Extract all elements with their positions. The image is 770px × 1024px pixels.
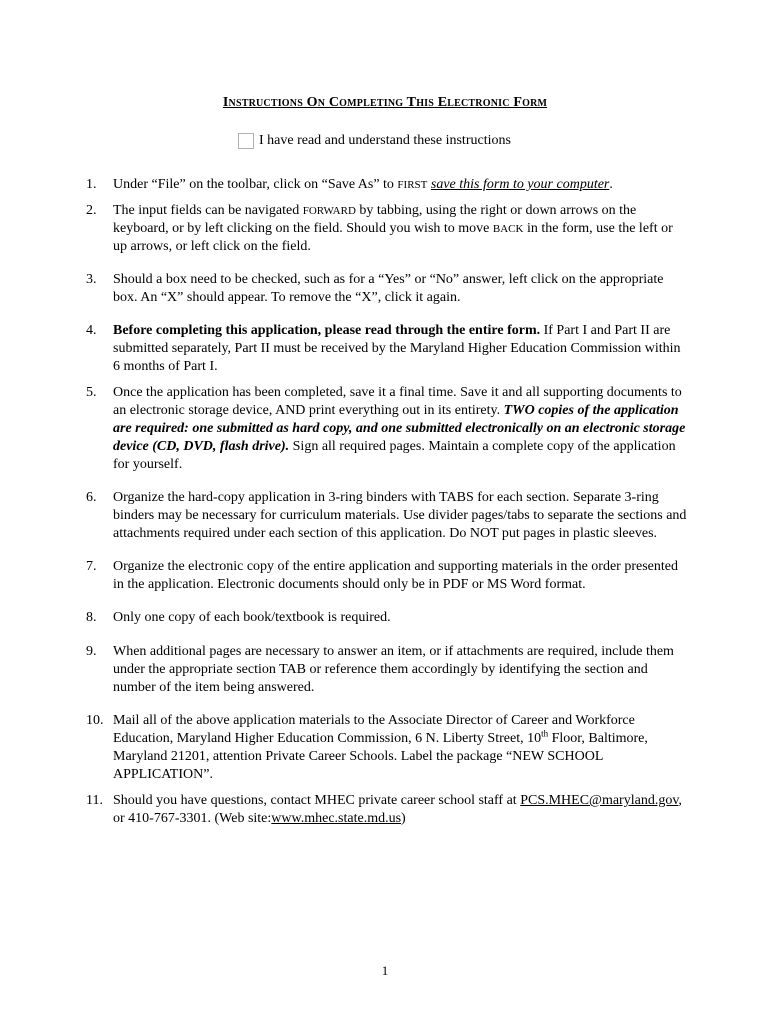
- item-text: Under “File” on the toolbar, click on “Save As” to: [113, 177, 398, 192]
- email-link[interactable]: PCS.MHEC@maryland.gov: [520, 793, 679, 808]
- item-emphasis: Before completing this application, please read through the entire form.: [113, 323, 541, 338]
- item-text: Mail all of the above application materials to the Associate Director of Career and Workforce Education, Maryland Higher Education Commission, 6 N. Liberty Street, 10: [113, 713, 635, 746]
- page-number: 1: [381, 963, 389, 978]
- item-number: 6.: [86, 490, 97, 505]
- item-text: When additional pages are necessary to answer an item, or if attachments are required, include them under the appropriate section TAB or reference them accordingly by identifying the section and number of the item being answered.: [113, 644, 674, 695]
- list-item: [86, 176, 690, 194]
- list-item: [86, 271, 690, 307]
- item-text: , or 410-767-3301. (Web site:: [113, 793, 682, 826]
- item-number: 7.: [86, 559, 97, 574]
- item-number: 9.: [86, 644, 97, 659]
- item-text: in the form, use the left or up arrows, or left click on the field.: [113, 221, 673, 254]
- list-item: [86, 558, 690, 594]
- item-text: Organize the hard-copy application in 3-ring binders with TABS for each section. Separate 3-ring binders may be necessary for curriculum materials. Use divider pages/tabs to separate the sections and attachments required under each section of this application. Do NOT put pages in plastic sleeves.: [113, 490, 687, 541]
- acknowledgement-checkbox[interactable]: [238, 133, 254, 149]
- item-number: 3.: [86, 272, 97, 287]
- item-number: 1.: [86, 177, 97, 192]
- item-text: by tabbing, using the right or down arrows on the keyboard, or by left clicking on the field. Should you wish to move: [113, 203, 637, 236]
- item-text: Sign all required pages. Maintain a complete copy of the application for yourself.: [113, 439, 676, 472]
- website-link[interactable]: www.mhec.state.md.us: [271, 811, 402, 826]
- item-emphasis: FIRST: [397, 179, 428, 191]
- item-emphasis: FORWARD: [302, 205, 356, 217]
- item-text: Only one copy of each book/textbook is required.: [113, 610, 391, 625]
- item-text: Once the application has been completed, save it a final time. Save it and all supporting documents to an electronic storage device, AND print everything out in its entirety.: [113, 385, 682, 418]
- item-emphasis: save this form to your computer: [430, 177, 610, 192]
- item-text: If Part I and Part II are submitted separately, Part II must be received by the Maryland Higher Education Commission within 6 months of Part I.: [113, 323, 681, 374]
- page-title: Instructions On Completing This Electronic Form: [222, 95, 548, 110]
- item-text: Should a box need to be checked, such as for a “Yes” or “No” answer, left click on the appropriate box. An “X” should appear. To remove the “X”, click it again.: [113, 272, 664, 305]
- acknowledgement-label: I have read and understand these instructions: [259, 133, 511, 148]
- item-text: .: [609, 177, 613, 192]
- item-superscript: th: [541, 728, 549, 739]
- list-item: [86, 712, 690, 784]
- item-text: ): [401, 811, 406, 826]
- list-item: [86, 384, 690, 474]
- item-number: 10.: [86, 713, 104, 728]
- list-item: [86, 609, 690, 627]
- list-item: [86, 643, 690, 697]
- instruction-list: [86, 176, 690, 828]
- item-text: The input fields can be navigated: [113, 203, 303, 218]
- list-item: [86, 322, 690, 376]
- item-text: Floor, Baltimore, Maryland 21201, attention Private Career Schools. Label the package “NEW SCHOOL APPLICATION”.: [113, 731, 648, 782]
- item-text: Should you have questions, contact MHEC private career school staff at: [113, 793, 521, 808]
- item-text: Organize the electronic copy of the entire application and supporting materials in the order presented in the application. Electronic documents should only be in PDF or MS Word format.: [113, 559, 678, 592]
- list-item: [86, 792, 690, 828]
- acknowledgement-row: [238, 133, 511, 149]
- item-emphasis: TWO copies of the application are required: one submitted as hard copy, and one submitted electronically on an electronic storage device (CD, DVD, flash drive).: [113, 403, 686, 454]
- item-emphasis: BACK: [492, 223, 524, 235]
- list-item: [86, 489, 690, 543]
- item-number: 2.: [86, 203, 97, 218]
- item-number: 8.: [86, 610, 97, 625]
- item-number: 11.: [86, 793, 103, 808]
- item-number: 5.: [86, 385, 97, 400]
- list-item: [86, 202, 690, 256]
- item-number: 4.: [86, 323, 97, 338]
